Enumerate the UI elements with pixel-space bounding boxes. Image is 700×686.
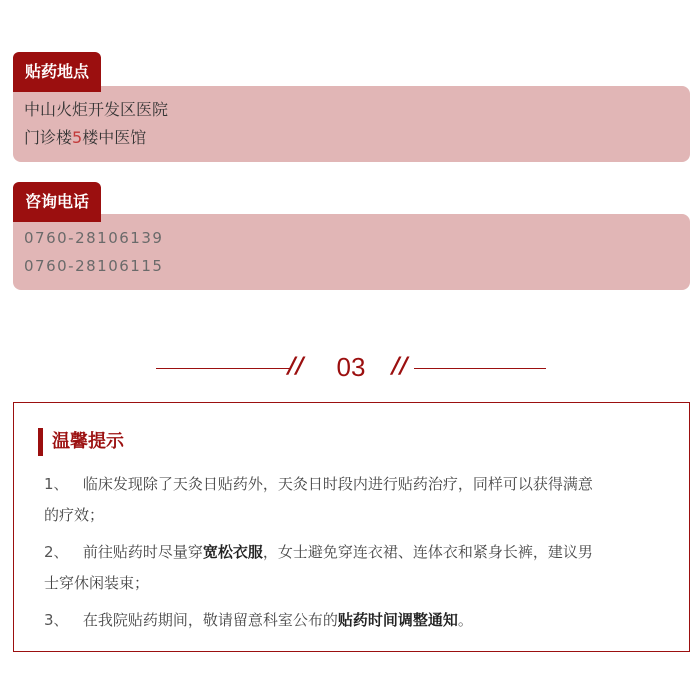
phone-number-2[interactable]: 0760-28106115 [24, 257, 164, 275]
section-number: 03 [336, 352, 366, 382]
heading-accent-bar [38, 428, 43, 456]
section-divider [0, 350, 700, 390]
location-tag: 贴药地点 [13, 52, 101, 92]
divider-line-right [414, 368, 546, 369]
contact-tag: 咨询电话 [13, 182, 101, 222]
hospital-name: 中山火炬开发区医院 [24, 100, 169, 119]
divider-line-left [156, 368, 290, 369]
phone-number-1[interactable]: 0760-28106139 [24, 229, 164, 247]
divider-slash-right: // [392, 354, 409, 379]
tips-list [44, 469, 664, 636]
divider-slash-left: // [288, 354, 305, 379]
location-card [13, 86, 690, 162]
tips-heading: 温馨提示 [52, 431, 124, 452]
tip-item-1-cont: 的疗效； [44, 506, 105, 524]
tip-item-3: 3、 在我院贴药期间，敬请留意科室公布的贴药时间调整通知。 [44, 611, 473, 629]
tip-item-1: 1、 临床发现除了天灸日贴药外，天灸日时段内进行贴药治疗，同样可以获得满意 [44, 475, 593, 493]
tips-box [13, 402, 690, 652]
tip-item-2: 2、 前往贴药时尽量穿宽松衣服，女士避免穿连衣裙、连体衣和紧身长裤，建议男 [44, 543, 593, 561]
hospital-floor: 门诊楼5楼中医馆 [24, 128, 147, 147]
contact-card [13, 214, 690, 290]
tip-item-2-cont: 士穿休闲装束； [44, 574, 150, 592]
